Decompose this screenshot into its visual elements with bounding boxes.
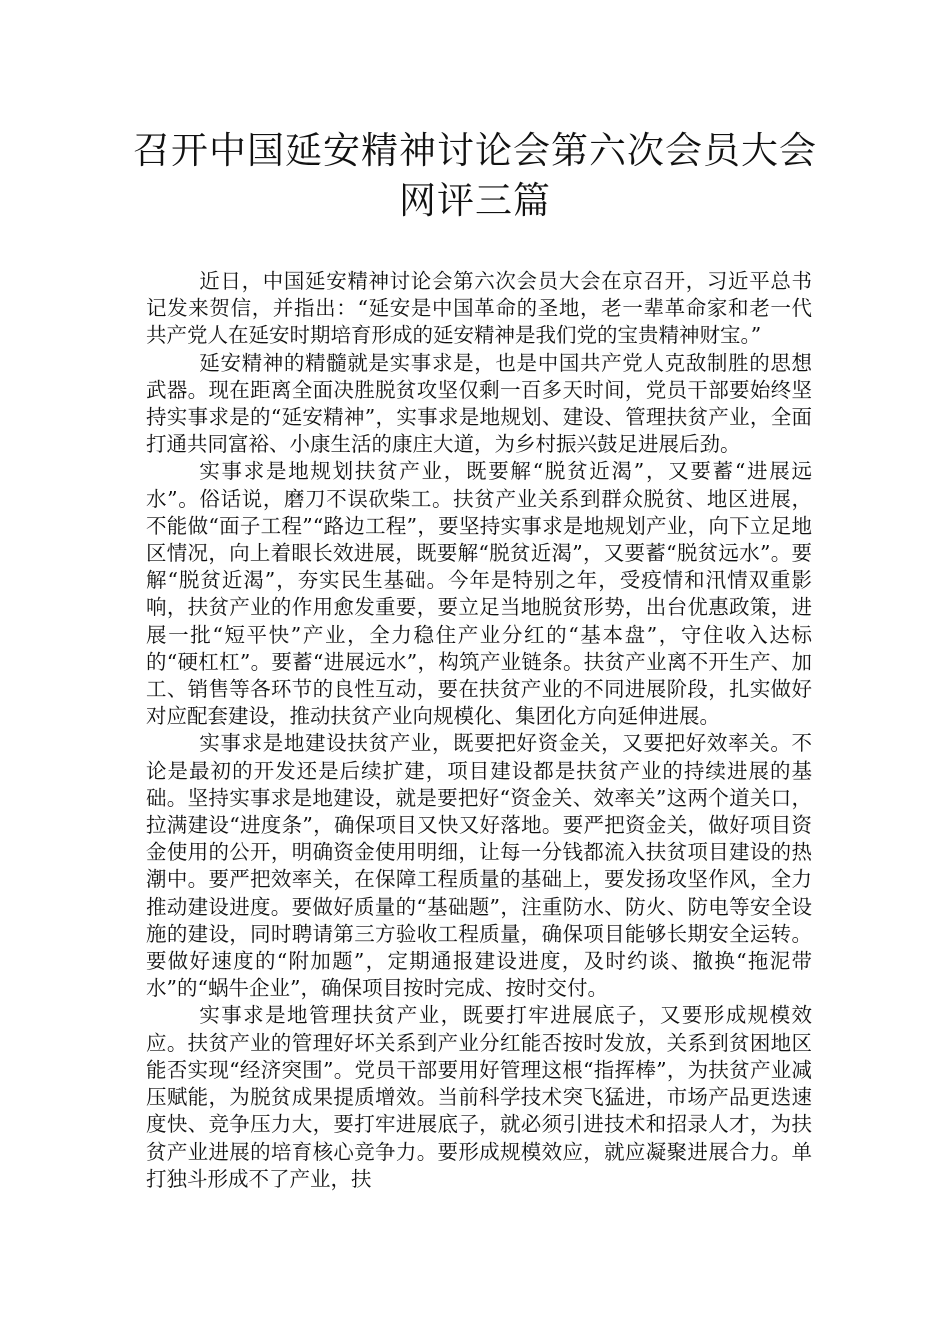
paragraph-essence: 延安精神的精髓就是实事求是，也是中国共产党人克敌制胜的思想武器。现在距离全面决胜脱贫攻坚仅剩一百多天时间，党员干部要始终坚持实事求是的“延安精神”，实事求是地规划、建设、管理扶贫产业，全面打通共同富裕、小康生活的康庄大道，为乡村振兴鼓足进展后劲。: [146, 350, 812, 457]
paragraph-planning: 实事求是地规划扶贫产业，既要解“脱贫近渴”，又要蓄“进展远水”。俗话说，磨刀不误砍柴工。扶贫产业关系到群众脱贫、地区进展，不能做“面子工程”“路边工程”，要坚持实事求是地规划产业，向下立足地区情况，向上着眼长效进展，既要解“脱贫近渴”，又要蓄“脱贫远水”。要解“脱贫近渴”，夯实民生基础。今年是特别之年，受疫情和汛情双重影响，扶贫产业的作用愈发重要，要立足当地脱贫形势，出台优惠政策，进展一批“短平快”产业，全力稳住产业分红的“基本盘”，守住收入达标的“硬杠杠”。要蓄“进展远水”，构筑产业链条。扶贫产业离不开生产、加工、销售等各环节的良性互动，要在扶贫产业的不同进展阶段，扎实做好对应配套建设，推动扶贫产业向规模化、集团化方向延伸进展。: [146, 459, 812, 729]
paragraph-management: 实事求是地管理扶贫产业，既要打牢进展底子，又要形成规模效应。扶贫产业的管理好坏关系到产业分红能否按时发放，关系到贫困地区能否实现“经济突围”。党员干部要用好管理这根“指挥棒”，为扶贫产业减压赋能，为脱贫成果提质增效。当前科学技术突飞猛进，市场产品更迭速度快、竞争压力大，要打牢进展底子，就必须引进技术和招录人才，为扶贫产业进展的培育核心竞争力。要形成规模效应，就应凝聚进展合力。单打独斗形成不了产业，扶: [146, 1003, 812, 1191]
paragraph-intro: 近日，中国延安精神讨论会第六次会员大会在京召开，习近平总书记发来贺信，并指出：“延安是中国革命的圣地，老一辈革命家和老一代共产党人在延安时期培育形成的延安精神是我们党的宝贵精神财宝。”: [146, 269, 812, 348]
document-body: [146, 268, 812, 1193]
title-line-1: 召开中国延安精神讨论会第六次会员大会: [133, 129, 817, 172]
paragraph-construction: 实事求是地建设扶贫产业，既要把好资金关，又要把好效率关。不论是最初的开发还是后续扩建，项目建设都是扶贫产业的持续进展的基础。坚持实事求是地建设，就是要把好“资金关、效率关”这两个道关口，拉满建设“进度条”，确保项目又快又好落地。要严把资金关，做好项目资金使用的公开，明确资金使用明细，让每一分钱都流入扶贫项目建设的热潮中。要严把效率关，在保障工程质量的基础上，要发扬攻坚作风，全力推动建设进度。要做好质量的“基础题”，注重防水、防火、防电等安全设施的建设，同时聘请第三方验收工程质量，确保项目能够长期安全运转。要做好速度的“附加题”，定期通报建设进度，及时约谈、撤换“拖泥带水”的“蜗牛企业”，确保项目按时完成、按时交付。: [146, 731, 812, 1001]
document-title: [100, 126, 850, 226]
title-line-2: 网评三篇: [399, 179, 551, 222]
